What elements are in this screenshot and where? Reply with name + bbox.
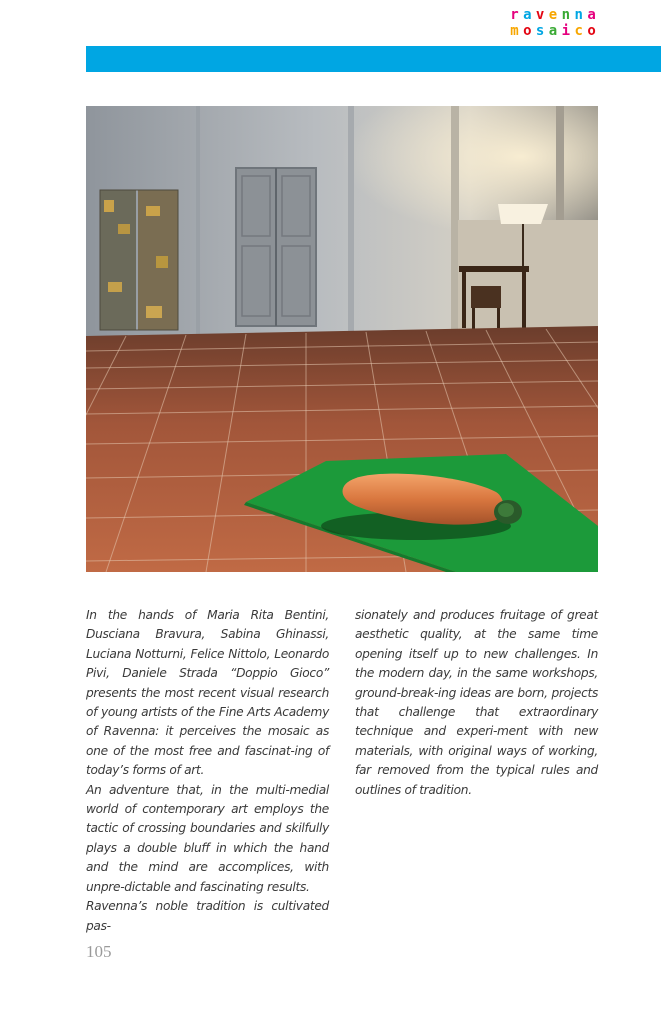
logo-letter: a <box>587 7 596 23</box>
logo-letter: m <box>510 23 519 39</box>
article-column-right <box>355 606 598 800</box>
logo-line-ravenna <box>508 8 598 22</box>
page-number: 105 <box>86 942 112 961</box>
logo-letter: o <box>523 23 532 39</box>
logo-letter: o <box>587 23 596 39</box>
logo-letter: n <box>574 7 583 23</box>
header-color-band <box>86 46 661 72</box>
exhibition-room-photo <box>86 106 598 572</box>
logo-letter: e <box>548 7 558 23</box>
article-column-left <box>86 606 329 936</box>
paragraph: Ravenna’s noble tradition is cultivated pas- <box>86 899 329 933</box>
logo-letter: c <box>574 23 583 39</box>
ravenna-mosaico-logo <box>508 8 598 38</box>
logo-letter: r <box>510 7 519 23</box>
paragraph: An adventure that, in the multi-medial world of contemporary art employs the tactic of crossing boundaries and skilfully plays a double bluff in which the hand and the mind are accomplices, with unpre-dictable and fascinating results. <box>86 782 329 894</box>
logo-letter: s <box>535 23 545 39</box>
logo-letter: i <box>561 23 571 39</box>
paragraph: In the hands of Maria Rita Bentini, Dusciana Bravura, Sabina Ghinassi, Luciana Notturni, Felice Nittolo, Leonardo Pivi, Daniele Strada “Doppio Gioco” presents the most recent visual research of young artists of the Fine Arts Academy of Ravenna: it perceives the mosaic as one of the most free and fascinat-ing of today’s forms of art. <box>86 608 329 778</box>
paragraph: sionately and produces fruitage of great aesthetic quality, at the same time opening itself up to new challenges. In the modern day, in the same workshops, ground-break-ing ideas are born, projects that challenge that extraordinary technique and experi-ment with new materials, with original ways of working, far removed from the typical rules and outlines of tradition. <box>355 608 598 797</box>
logo-letter: n <box>561 7 571 23</box>
logo-letter: v <box>535 7 545 23</box>
logo-letter: a <box>523 7 532 23</box>
logo-letter: a <box>548 23 558 39</box>
logo-line-mosaico <box>508 24 598 38</box>
